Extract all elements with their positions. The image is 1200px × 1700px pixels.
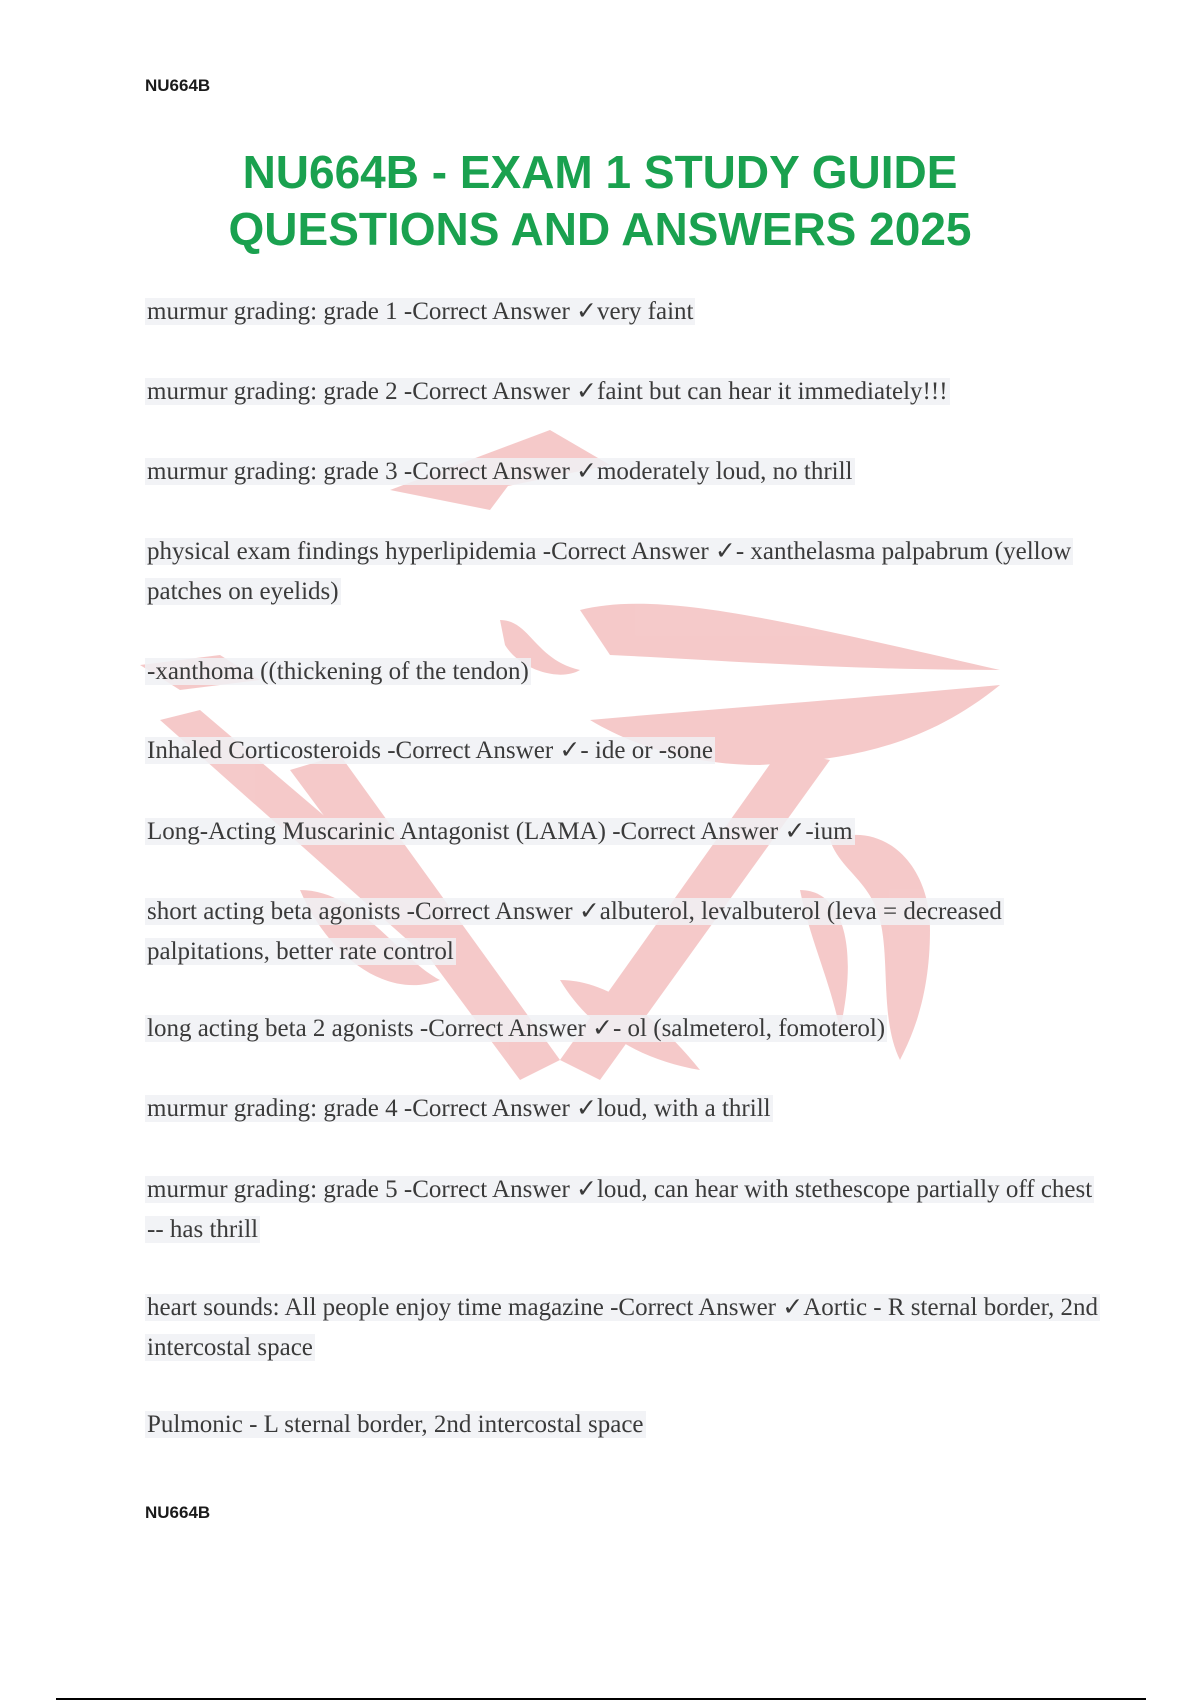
qa-entry: [145, 532, 1105, 612]
qa-entry: [145, 812, 1105, 852]
qa-entry-text: long acting beta 2 agonists -Correct Answer ✓- ol (salmeterol, fomoterol): [147, 1015, 886, 1042]
qa-entry: [145, 1170, 1105, 1250]
qa-entry: [145, 1089, 1105, 1129]
page-title: [0, 144, 1200, 258]
qa-entry-text: Long-Acting Muscarinic Antagonist (LAMA) -Correct Answer ✓-ium: [147, 818, 853, 845]
qa-entry-text: heart sounds: All people enjoy time magazine -Correct Answer ✓Aortic - R sternal border, 2nd intercostal space: [147, 1294, 1098, 1361]
qa-entry-text: -xanthoma ((thickening of the tendon): [147, 658, 529, 685]
qa-entry-text: murmur grading: grade 4 -Correct Answer ✓loud, with a thrill: [147, 1095, 771, 1122]
qa-entry: [145, 1009, 1105, 1049]
qa-entry-text: physical exam findings hyperlipidemia -Correct Answer ✓- xanthelasma palpabrum (yellow patches on eyelids): [147, 538, 1072, 605]
qa-entry-text: murmur grading: grade 3 -Correct Answer ✓moderately loud, no thrill: [147, 458, 853, 485]
qa-entry: [145, 892, 1105, 972]
qa-entry: [145, 452, 1105, 492]
qa-entry-text: murmur grading: grade 1 -Correct Answer ✓very faint: [147, 298, 694, 325]
qa-entry-text: murmur grading: grade 5 -Correct Answer ✓loud, can hear with stethescope partially off chest -- has thrill: [147, 1176, 1093, 1243]
qa-entry: [145, 372, 1105, 412]
running-footer: NU664B: [145, 1503, 211, 1522]
title-line-1: NU664B - EXAM 1 STUDY GUIDE: [242, 146, 958, 198]
qa-entry: [145, 1405, 1105, 1445]
qa-entry: [145, 292, 1105, 332]
running-header: NU664B: [145, 76, 211, 95]
qa-entry: [145, 1288, 1105, 1368]
title-line-2: QUESTIONS AND ANSWERS 2025: [228, 203, 972, 255]
qa-entry-text: Inhaled Corticosteroids -Correct Answer ✓- ide or -sone: [147, 737, 713, 764]
qa-entry-text: Pulmonic - L sternal border, 2nd intercostal space: [147, 1411, 644, 1438]
qa-entry: [145, 652, 1105, 692]
qa-entry-text: murmur grading: grade 2 -Correct Answer ✓faint but can hear it immediately!!!: [147, 378, 948, 405]
qa-entry: [145, 731, 1105, 771]
qa-entry-text: short acting beta agonists -Correct Answer ✓albuterol, levalbuterol (leva = decreased palpitations, better rate control: [147, 898, 1002, 965]
